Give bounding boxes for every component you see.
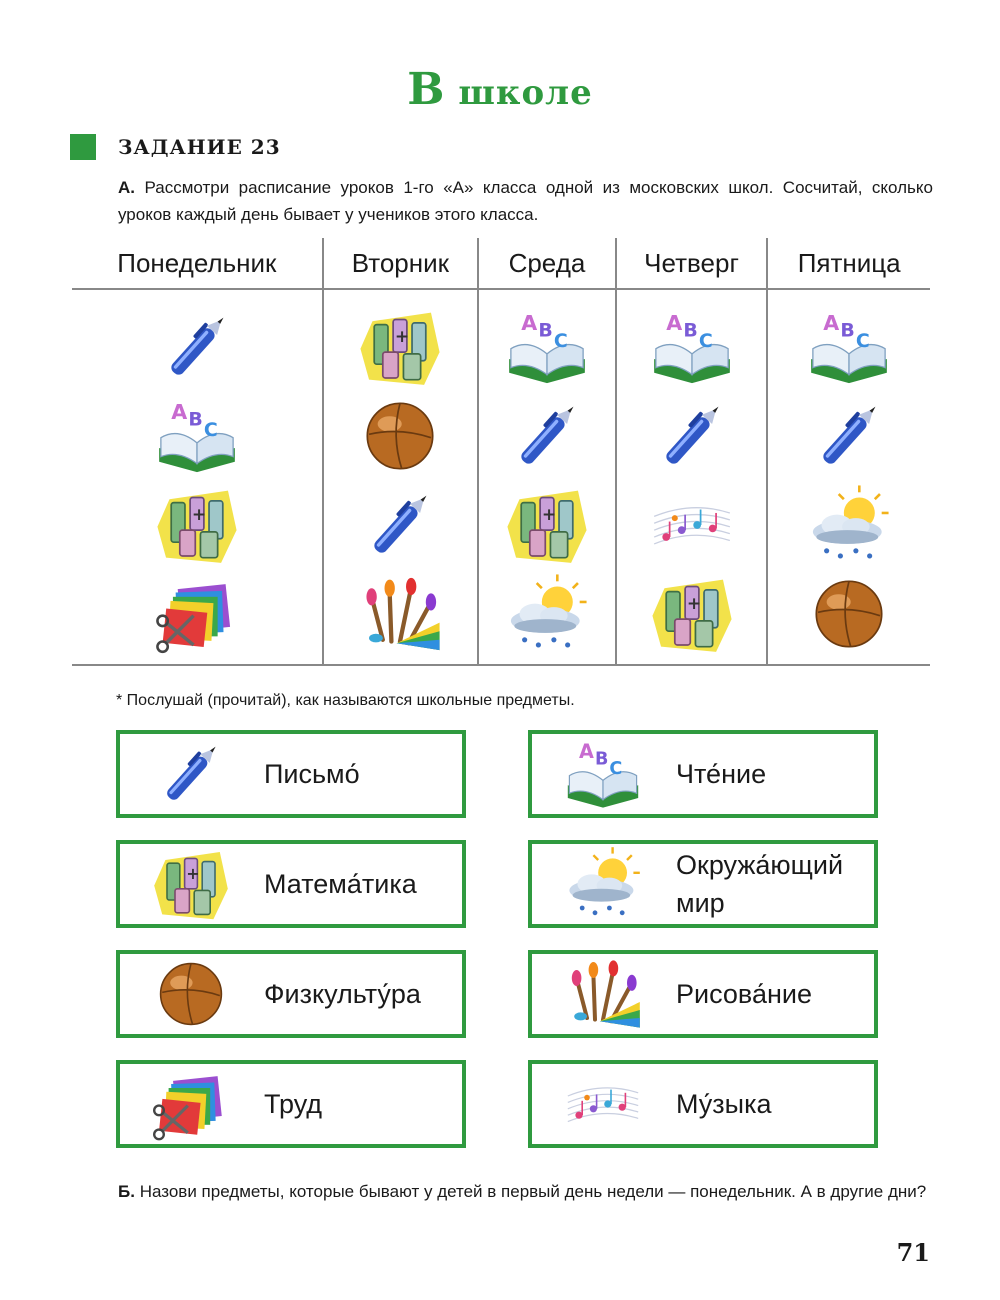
book-icon [154,393,240,479]
svg-text:C: C [203,418,218,441]
schedule-cell [323,569,478,665]
schedule-row [72,480,930,569]
math-icon [504,482,590,568]
svg-text:A: A [665,310,682,335]
legend-label: Письмо́ [264,759,360,789]
schedule-row [72,391,930,480]
schedule-cell [323,480,478,569]
ball-icon [357,393,443,479]
book-icon [649,304,735,390]
part-b-text: Назови предметы, которые бывают у детей в первый день недели — понедельник. А в другие дни? [139,1182,927,1201]
legend-label: Матема́тика [264,869,417,899]
schedule-cell [767,480,930,569]
schedule-cell [616,391,767,480]
schedule-cell [767,569,930,665]
green-square-marker [70,134,96,160]
legend-icon-holder [138,734,243,814]
part-a-text: Рассмотри расписание уроков 1-го «А» класса одной из московских школ. Сосчитай, сколько уроков каждый день бывает у учеников этого класса. [118,178,933,224]
legend-item [116,950,466,1038]
legend-item [528,950,878,1038]
math-icon [357,304,443,390]
pen-icon [357,482,443,568]
svg-text:+: + [395,326,410,347]
day-header: Вторник [323,238,478,289]
pen-icon [504,393,590,479]
brushes-icon [563,954,643,1034]
legend-item [116,1060,466,1148]
svg-text:C: C [698,329,713,352]
svg-text:B: B [840,319,855,342]
svg-text:A: A [171,399,187,424]
legend-item [528,840,878,928]
music-icon [649,482,735,568]
schedule-cell [72,391,323,480]
schedule-cell [616,480,767,569]
legend-label: Труд [264,1089,323,1119]
legend-item [116,840,466,928]
page-title: В школе [407,64,593,115]
craft-icon [151,1064,231,1144]
legend-label: Физкульту́ра [264,979,421,1009]
legend-icon-holder [138,1064,243,1144]
legend-icon-holder [550,1064,655,1144]
schedule-cell [323,391,478,480]
legend-label: Му́зыка [676,1089,772,1119]
legend-item [116,730,466,818]
brushes-icon [357,571,443,657]
book-icon [806,304,892,390]
legend-icon-holder [550,734,655,814]
svg-text:C: C [553,329,568,352]
legend-item [528,1060,878,1148]
legend-icon-holder [138,844,243,924]
schedule-row [72,569,930,665]
schedule-cell [616,569,767,665]
math-icon [649,571,735,657]
part-b-label: Б. [118,1182,135,1201]
math-icon [154,482,240,568]
svg-text:C: C [856,329,870,352]
ball-icon [806,571,892,657]
legend-icon-holder [550,844,655,924]
schedule-cell [72,569,323,665]
schedule-row [72,289,930,391]
legend-item [528,730,878,818]
pen-icon [154,304,240,390]
schedule-cell [478,289,616,391]
legend-label: Рисова́ние [676,979,812,1009]
schedule-cell [323,289,478,391]
book-icon [563,734,643,814]
svg-text:A: A [823,310,840,335]
listen-note: * Послушай (прочитай), как называются школьные предметы. [116,692,575,709]
svg-text:C: C [608,759,622,779]
day-header: Понедельник [72,238,323,289]
day-header: Среда [478,238,616,289]
legend-icon-holder [138,954,243,1034]
legend-icon-holder [550,954,655,1034]
schedule-cell [478,391,616,480]
pen-icon [806,393,892,479]
part-a-label: А. [118,178,135,197]
part-b-instruction [118,1178,933,1205]
svg-text:B: B [538,319,553,342]
day-header: Четверг [616,238,767,289]
weather-icon [563,844,643,924]
math-icon [151,844,231,924]
schedule-cell [767,289,930,391]
music-icon [563,1064,643,1144]
page-number: 71 [896,1238,930,1267]
svg-text:A: A [521,310,538,335]
pen-icon [649,393,735,479]
task-title: ЗАДАНИЕ 23 [118,135,281,159]
svg-text:A: A [578,740,594,763]
svg-text:+: + [191,504,207,525]
svg-text:+: + [541,504,557,525]
book-icon [504,304,590,390]
legend-label: Окружа́ющий мир [676,850,844,918]
schedule-cell [72,289,323,391]
weather-icon [504,571,590,657]
svg-text:+: + [185,864,200,884]
craft-icon [154,571,240,657]
schedule-cell [616,289,767,391]
weather-icon [806,482,892,568]
ball-icon [151,954,231,1034]
schedule-cell [767,391,930,480]
pen-icon [151,734,231,814]
svg-text:B: B [188,408,203,431]
schedule-table [72,238,930,666]
svg-text:B: B [682,319,698,342]
task-header [70,132,281,162]
schedule-cell [478,569,616,665]
legend-label: Чте́ние [676,759,767,789]
part-a-instruction [118,174,933,228]
schedule-cell [72,480,323,569]
svg-text:+: + [686,593,701,614]
day-header: Пятница [767,238,930,289]
schedule-cell [478,480,616,569]
svg-text:B: B [594,749,608,770]
